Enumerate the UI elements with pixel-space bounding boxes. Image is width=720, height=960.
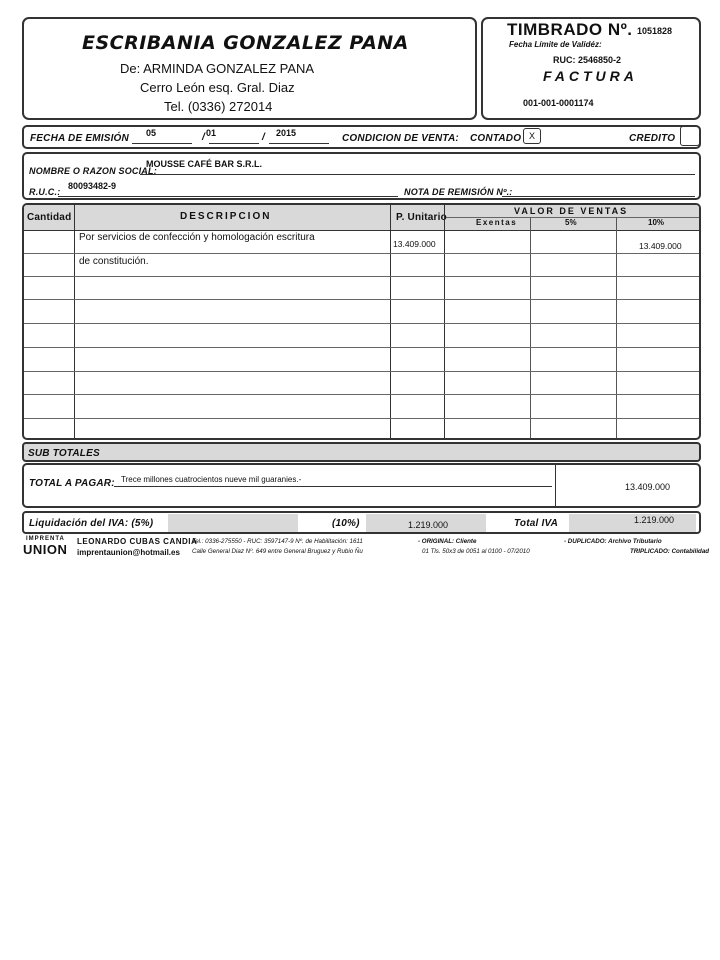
printer-line2: Calle General Diaz Nº. 649 entre General Bruguez y Rubio Ñu <box>192 548 363 555</box>
printer-footer <box>22 536 712 564</box>
iva5-field <box>168 514 298 532</box>
remision-label: NOTA DE REMISIÓN Nº.: <box>404 187 513 197</box>
client-name: MOUSSE CAFÉ BAR S.R.L. <box>146 159 263 169</box>
printer-logo <box>23 536 71 562</box>
emission-year: 2015 <box>276 128 297 138</box>
iva10-amount: 1.219.000 <box>408 520 449 530</box>
header-exentas: Exentas <box>476 218 518 227</box>
total-iva-field <box>569 514 696 532</box>
issuer-phone: Tel. (0336) 272014 <box>164 99 273 114</box>
items-table <box>22 203 701 440</box>
emission-label: FECHA DE EMISIÓN <box>30 133 129 144</box>
issuer-address: Cerro León esq. Gral. Diaz <box>140 80 295 95</box>
emission-day: 05 <box>146 128 157 138</box>
date-sep-2: / <box>262 132 265 143</box>
timbrado-number: 1051828 <box>637 26 673 36</box>
header-5: 5% <box>565 218 577 227</box>
validity-label: Fecha Límite de Validéz: <box>509 40 602 49</box>
total-words: Trece millones cuatrocientos nueve mil guaranies.- <box>121 475 302 484</box>
printer-line3: 01 Tls. 50x3 de 0051 al 0100 - 07/2010 <box>422 548 530 555</box>
header-10: 10% <box>648 218 665 227</box>
client-ruc: 80093482-9 <box>68 181 117 191</box>
printer-logo-bottom: UNION <box>23 542 68 557</box>
header-unitario: P. Unitario <box>396 212 447 223</box>
invoice-number: 001-001-0001174 <box>523 98 594 108</box>
timbrado-box <box>481 17 701 120</box>
printer-original: - ORIGINAL: Cliente <box>418 538 477 545</box>
credito-checkbox[interactable] <box>680 126 700 146</box>
contado-label: CONTADO <box>470 133 522 144</box>
printer-line1: Tel.: 0336-275550 - RUC: 3597147-9 Nº. de Habilitación: 1611 <box>192 538 363 545</box>
total-iva-label: Total IVA <box>514 518 559 529</box>
condition-label: CONDICION DE VENTA: <box>342 133 459 144</box>
header-descripcion: DESCRIPCION <box>180 211 272 222</box>
timbrado-ruc: RUC: 2546850-2 <box>553 55 622 65</box>
printer-duplicado: - DUPLICADO: Archivo Tributario <box>564 538 662 545</box>
iva10-label: (10%) <box>332 518 360 529</box>
timbrado-label: TIMBRADO Nº. <box>507 20 633 39</box>
total-amount: 13.409.000 <box>625 482 671 492</box>
date-sep-1: / <box>202 132 205 143</box>
total-label: TOTAL A PAGAR: <box>29 478 115 489</box>
total-iva-amount: 1.219.000 <box>634 515 675 525</box>
item-desc-line2: de constitución. <box>79 256 149 267</box>
credito-label: CREDITO <box>629 133 676 144</box>
client-name-label: NOMBRE O RAZON SOCIAL: <box>29 166 157 176</box>
doc-type: FACTURA <box>543 68 638 84</box>
item-unit-price: 13.409.000 <box>393 239 436 249</box>
emission-month: 01 <box>206 128 217 138</box>
emission-row <box>22 125 701 149</box>
iva-row <box>22 511 701 534</box>
client-ruc-label: R.U.C.: <box>29 187 61 197</box>
issuer-owner: De: ARMINDA GONZALEZ PANA <box>120 61 315 76</box>
subtotals-label: SUB TOTALES <box>28 448 100 459</box>
header-valor-ventas: VALOR DE VENTAS <box>514 206 629 216</box>
subtotals-row <box>22 442 701 462</box>
printer-name: LEONARDO CUBAS CANDIA <box>77 537 198 546</box>
item-desc-line1: Por servicios de confección y homologación escritura <box>79 232 315 243</box>
printer-email: imprentaunion@hotmail.es <box>77 548 180 557</box>
contado-checkbox[interactable]: X <box>523 128 541 144</box>
client-box <box>22 152 701 200</box>
header-cantidad: Cantidad <box>27 212 72 223</box>
item-10: 13.409.000 <box>639 241 682 251</box>
issuer-name: ESCRIBANIA GONZALEZ PANA <box>82 32 409 54</box>
printer-triplicado: TRIPLICADO: Contabilidad <box>630 548 710 555</box>
printer-logo-top: IMPRENTA <box>26 536 65 542</box>
total-row <box>22 463 701 508</box>
issuer-box <box>22 17 477 120</box>
iva-label: Liquidación del IVA: (5%) <box>29 518 154 529</box>
